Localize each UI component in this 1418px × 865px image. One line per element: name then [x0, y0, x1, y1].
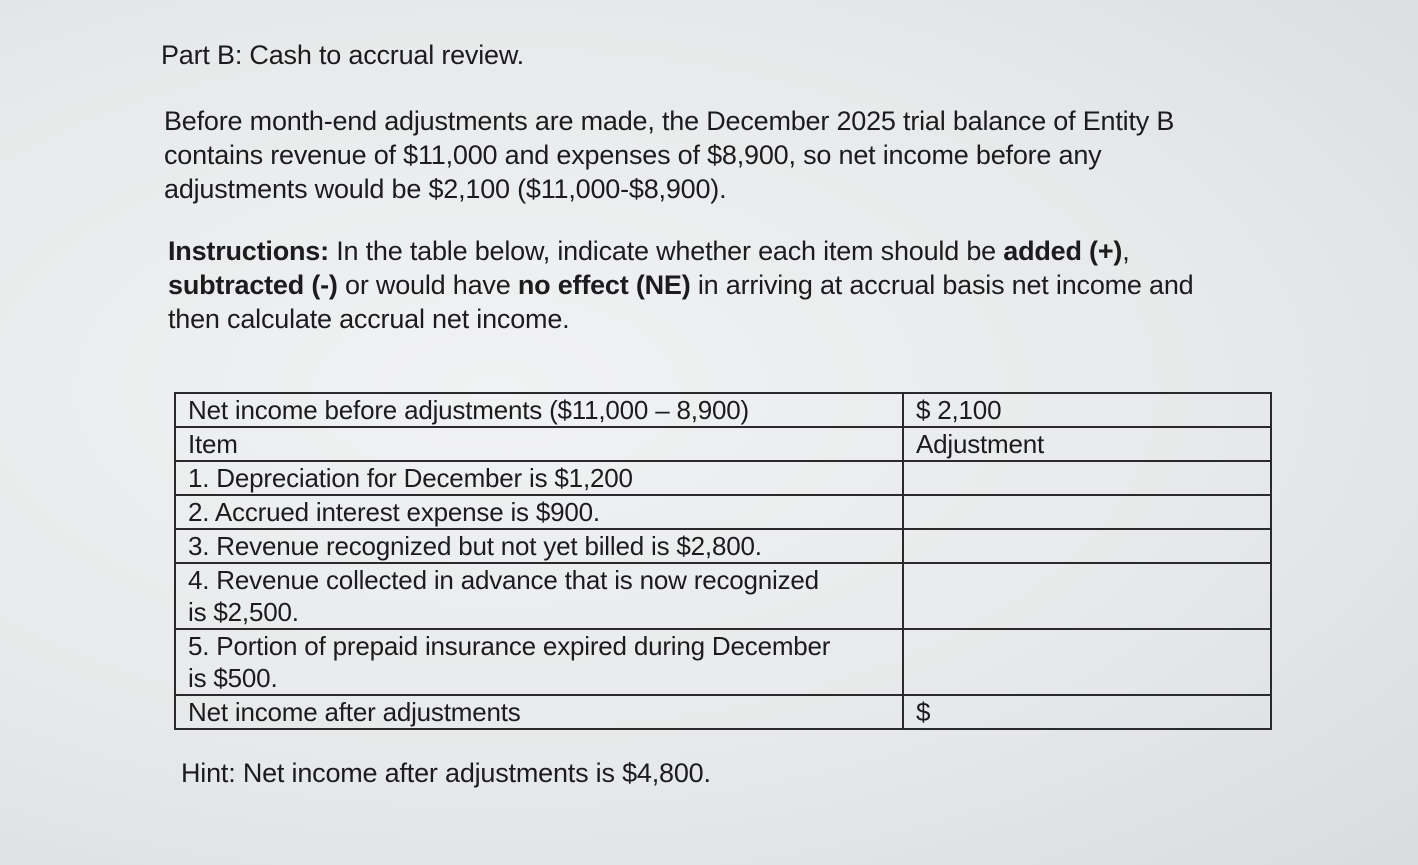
- table-row: [175, 695, 1271, 729]
- adjustment-cell[interactable]: [903, 629, 1271, 695]
- intro-line: Before month-end adjustments are made, the December 2025 trial balance of Entity B: [164, 106, 1175, 136]
- instructions-line: [168, 268, 1278, 302]
- item-description: [175, 461, 903, 495]
- item-line: 5. Portion of prepaid insurance expired during December: [188, 631, 831, 661]
- table-row: [175, 495, 1271, 529]
- instructions-text: In the table below, indicate whether each item should be: [328, 236, 1004, 266]
- table-row: [175, 393, 1271, 427]
- item-description: [175, 629, 903, 695]
- instructions-text: in arriving at accrual basis net income and: [690, 270, 1194, 300]
- adjustments-table: [174, 392, 1272, 730]
- item-line: is $2,500.: [188, 597, 299, 627]
- table-row: [175, 629, 1271, 695]
- part-heading: Part B: Cash to accrual review.: [161, 40, 524, 70]
- instructions-text: ,: [1122, 236, 1130, 266]
- adjustment-cell[interactable]: [903, 563, 1271, 629]
- intro-line: contains revenue of $11,000 and expenses of $8,900, so net income before any: [164, 140, 1102, 170]
- before-adjustments-value: $ 2,100: [903, 393, 1271, 427]
- item-line: 3. Revenue recognized but not yet billed is $2,800.: [188, 531, 762, 561]
- before-adjustments-label: Net income before adjustments ($11,000 – 8,900): [175, 393, 903, 427]
- item-description: [175, 495, 903, 529]
- no-effect-term: no effect (NE): [517, 270, 691, 300]
- header-item: Item: [175, 427, 903, 461]
- hint-text: Hint: Net income after adjustments is $4,800.: [181, 758, 711, 788]
- table-row: [175, 461, 1271, 495]
- after-adjustments-value[interactable]: $: [903, 695, 1271, 729]
- instructions-line: [168, 234, 1278, 268]
- intro-paragraph: [164, 104, 1274, 206]
- adjustment-cell[interactable]: [903, 495, 1271, 529]
- instructions-line: then calculate accrual net income.: [168, 304, 570, 334]
- instructions-text: or would have: [337, 270, 518, 300]
- item-line: 2. Accrued interest expense is $900.: [188, 497, 600, 527]
- adjustment-cell[interactable]: [903, 529, 1271, 563]
- item-description: [175, 563, 903, 629]
- item-line: 4. Revenue collected in advance that is now recognized: [188, 565, 819, 595]
- after-adjustments-label: Net income after adjustments: [175, 695, 903, 729]
- subtracted-term: subtracted (-): [168, 270, 338, 300]
- table-row: [175, 563, 1271, 629]
- intro-line: adjustments would be $2,100 ($11,000-$8,900).: [164, 174, 727, 204]
- adjustment-cell[interactable]: [903, 461, 1271, 495]
- instructions-label: Instructions:: [168, 236, 329, 266]
- item-description: [175, 529, 903, 563]
- added-term: added (+): [1003, 236, 1123, 266]
- item-line: is $500.: [188, 663, 278, 693]
- item-line: 1. Depreciation for December is $1,200: [188, 463, 633, 493]
- table-header-row: [175, 427, 1271, 461]
- table-row: [175, 529, 1271, 563]
- instructions-paragraph: [168, 234, 1278, 336]
- header-adjustment: Adjustment: [903, 427, 1271, 461]
